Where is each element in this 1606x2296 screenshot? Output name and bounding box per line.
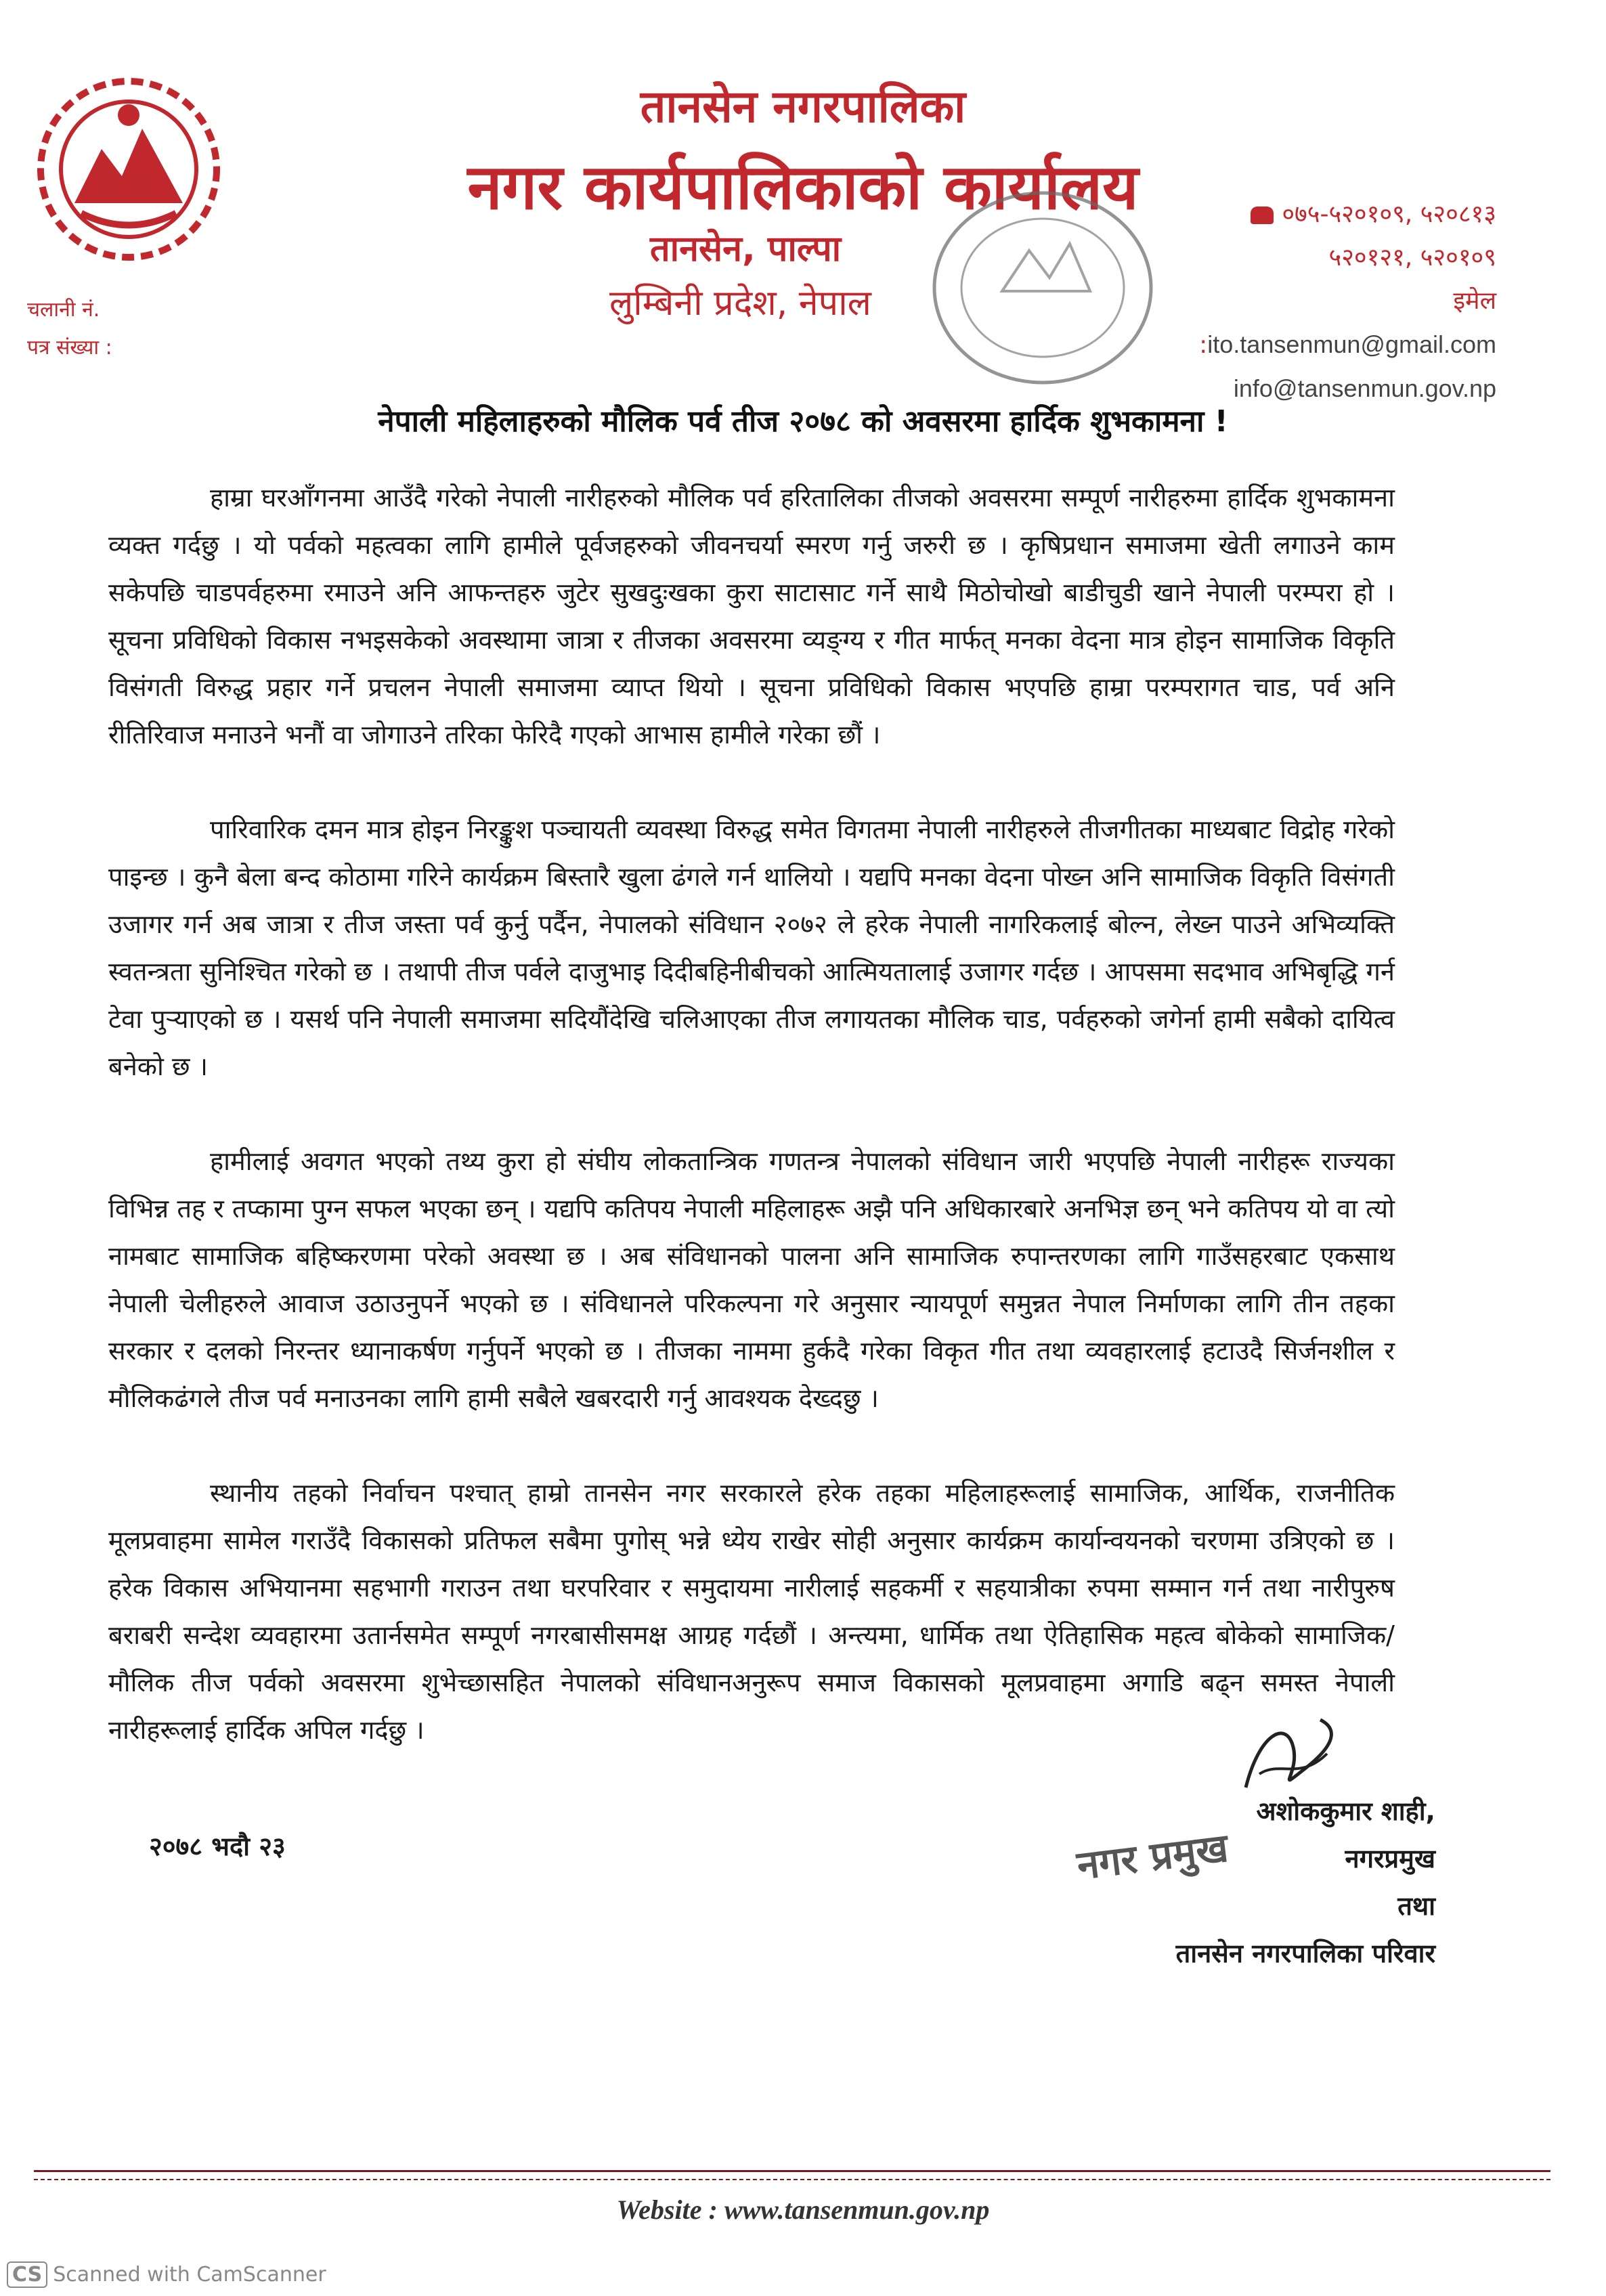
contact-block — [1178, 193, 1496, 410]
mayor-stamp: नगर प्रमुख — [1074, 1824, 1231, 1889]
chalani-label: चलानी नं. — [27, 298, 100, 322]
signature-block — [1056, 1788, 1435, 1977]
footer-divider — [34, 2170, 1550, 2172]
letter-date: २०७८ भदौ २३ — [149, 1832, 286, 1861]
city-line: तानसेन, पाल्पा — [650, 229, 842, 269]
paragraph-4: स्थानीय तहको निर्वाचन पश्चात् हाम्रो तानसेन नगर सरकारले हरेक तहका महिलाहरूलाई सामाजिक, आर्थिक, राजनीतिक मूलप्रवाहमा सामेल गराउँदै विकासको प्रतिफल सबैमा पुगोस् भन्ने ध्येय राखेर सोही अनुसार कार्यक्रम कार्यान्वयनको चरणमा उत्रिएको छ । हरेक विकास अभियानमा सहभागी गराउन तथा घरपरिवार र समुदायमा नारीलाई सहकर्मी र सहयात्रीका रुपमा सम्मान गर्न तथा नारीपुरुष बराबरी सन्देश व्यवहारमा उतार्नसमेत सम्पूर्ण नगरबासीसमक्ष आग्रह गर्दछौं । अन्त्यमा, धार्मिक तथा ऐतिहासिक महत्व बोकेको सामाजिक/ मौलिक तीज पर्वको अवसरमा शुभेच्छासहित नेपालको संविधानअनुरूप समाज विकासको मूलप्रवाहमा अगाडि बढ्न समस्त नेपाली नारीहरूलाई हार्दिक अपिल गर्दछु । — [108, 1478, 1395, 1745]
patra-label: पत्र संख्या : — [27, 336, 112, 360]
signatory-title: नगरप्रमुख — [1345, 1844, 1435, 1873]
paragraph-2: पारिवारिक दमन मात्र होइन निरङ्कुश पञ्चायती व्यवस्था विरुद्ध समेत विगतमा नेपाली नारीहरुले तीजगीतका माध्यबाट विद्रोह गरेको पाइन्छ । कुनै बेला बन्द कोठामा गरिने कार्यक्रम बिस्तारै खुला ढंगले गर्न थालियो । यद्यपि मनका वेदना पोख्न अनि सामाजिक विकृति विसंगती उजागर गर्न अब जात्रा र तीज जस्ता पर्व कुर्नु पर्दैन, नेपालको संविधान २०७२ ले हरेक नेपाली नागरिकलाई बोल्न, लेख्न पाउने अभिव्यक्ति स्वतन्त्रता सुनिश्चित गरेको छ । तथापी तीज पर्वले दाजुभाइ दिदीबहिनीबीचको आत्मियतालाई उजागर गर्दछ । आपसमा सदभाव अभिबृद्धि गर्न टेवा पुऱ्याएको छ । यसर्थ पनि नेपाली समाजमा सदियौंदेखि चलिआएका तीज लगायतका मौलिक चाड, पर्वहरुको जगेर्ना हामी सबैको दायित्व बनेको छ । — [108, 815, 1395, 1081]
website-label: Website — [616, 2194, 702, 2225]
letter-body — [108, 474, 1395, 1801]
and-text: तथा — [1397, 1891, 1435, 1921]
email-2[interactable]: info@tansenmun.gov.np — [1233, 374, 1496, 402]
phone-1: ०७५-५२०१०९, ५२०८१३ — [1282, 200, 1496, 228]
footer-divider-dashed — [34, 2179, 1550, 2180]
footer-website: Website : www.tansenmun.gov.np — [616, 2194, 990, 2225]
municipality-name: तानसेन नगरपालिका — [640, 81, 966, 133]
website-link[interactable]: www.tansenmun.gov.np — [724, 2194, 990, 2225]
phone-icon — [1251, 207, 1274, 224]
camscanner-text: Scanned with CamScanner — [53, 2263, 326, 2287]
office-name: नगर कार्यपालिकाको कार्यालय — [467, 151, 1139, 223]
email-1[interactable]: ito.tansenmun@gmail.com — [1207, 330, 1496, 358]
office-stamp-icon — [921, 176, 1165, 399]
email-label: इमेल : — [1199, 287, 1496, 359]
phone-2: ५२०१२१, ५२०१०९ — [1328, 244, 1496, 272]
family-text: तानसेन नगरपालिका परिवार — [1175, 1938, 1435, 1968]
scanner-watermark — [7, 2261, 326, 2288]
signatory-name: अशोककुमार शाही, — [1256, 1796, 1435, 1826]
camscanner-badge: CS — [7, 2261, 47, 2288]
province-line: लुम्बिनी प्रदेश, नेपाल — [609, 283, 871, 324]
paragraph-3: हामीलाई अवगत भएको तथ्य कुरा हो संघीय लोकतान्त्रिक गणतन्त्र नेपालको संविधान जारी भएपछि नेपाली नारीहरू राज्यका विभिन्न तह र तप्कामा पुग्न सफल भएका छन् । यद्यपि कतिपय नेपाली महिलाहरू अझै पनि अधिकारबारे अनभिज्ञ छन् भने कतिपय यो वा त्यो नामबाट सामाजिक बहिष्करणमा परेको अवस्था छ । अब संविधानको पालना अनि सामाजिक रुपान्तरणका लागि गाउँसहरबाट एकसाथ नेपाली चेलीहरुले आवाज उठाउनुपर्ने भएको छ । संविधानले परिकल्पना गरे अनुसार न्यायपूर्ण समुन्नत नेपाल निर्माणका लागि तीन तहका सरकार र दलको निरन्तर ध्यानाकर्षण गर्नुपर्ने भएको छ । तीजका नाममा हुर्कदै गरेका विकृत गीत तथा व्यवहारलाई हटाउदै सिर्जनशील र मौलिकढंगले तीज पर्व मनाउनका लागि हामी सबैले खबरदारी गर्नु आवश्यक देख्दछु । — [108, 1146, 1395, 1413]
letter-title: नेपाली महिलाहरुको मौलिक पर्व तीज २०७८ को अवसरमा हार्दिक शुभकामना ! — [378, 404, 1228, 439]
reference-labels — [27, 291, 112, 367]
paragraph-1: हाम्रा घरआँगनमा आउँदै गरेको नेपाली नारीहरुको मौलिक पर्व हरितालिका तीजको अवसरमा सम्पूर्ण नारीहरुमा हार्दिक शुभकामना व्यक्त गर्दछु । यो पर्वको महत्वका लागि हामीले पूर्वजहरुको जीवनचर्या स्मरण गर्नु जरुरी छ । कृषिप्रधान समाजमा खेती लगाउने काम सकेपछि चाडपर्वहरुमा रमाउने अनि आफन्तहरु जुटेर सुखदुःखका कुरा साटासाट गर्ने साथै मिठोचोखो बाडीचुडी खाने नेपाली परम्परा हो । सूचना प्रविधिको विकास नभइसकेको अवस्थामा जात्रा र तीजका अवसरमा व्यङ्ग्य र गीत मार्फत् मनका वेदना मात्र होइन सामाजिक विकृति विसंगती विरुद्ध प्रहार गर्ने प्रचलन नेपाली समाजमा व्याप्त थियो । सूचना प्रविधिको विकास भएपछि हाम्रा परम्परागत चाड, पर्व अनि रीतिरिवाज मनाउने भनौं वा जोगाउने तरिका फेरिदै गएको आभास हामीले गरेका छौं । — [108, 483, 1395, 750]
